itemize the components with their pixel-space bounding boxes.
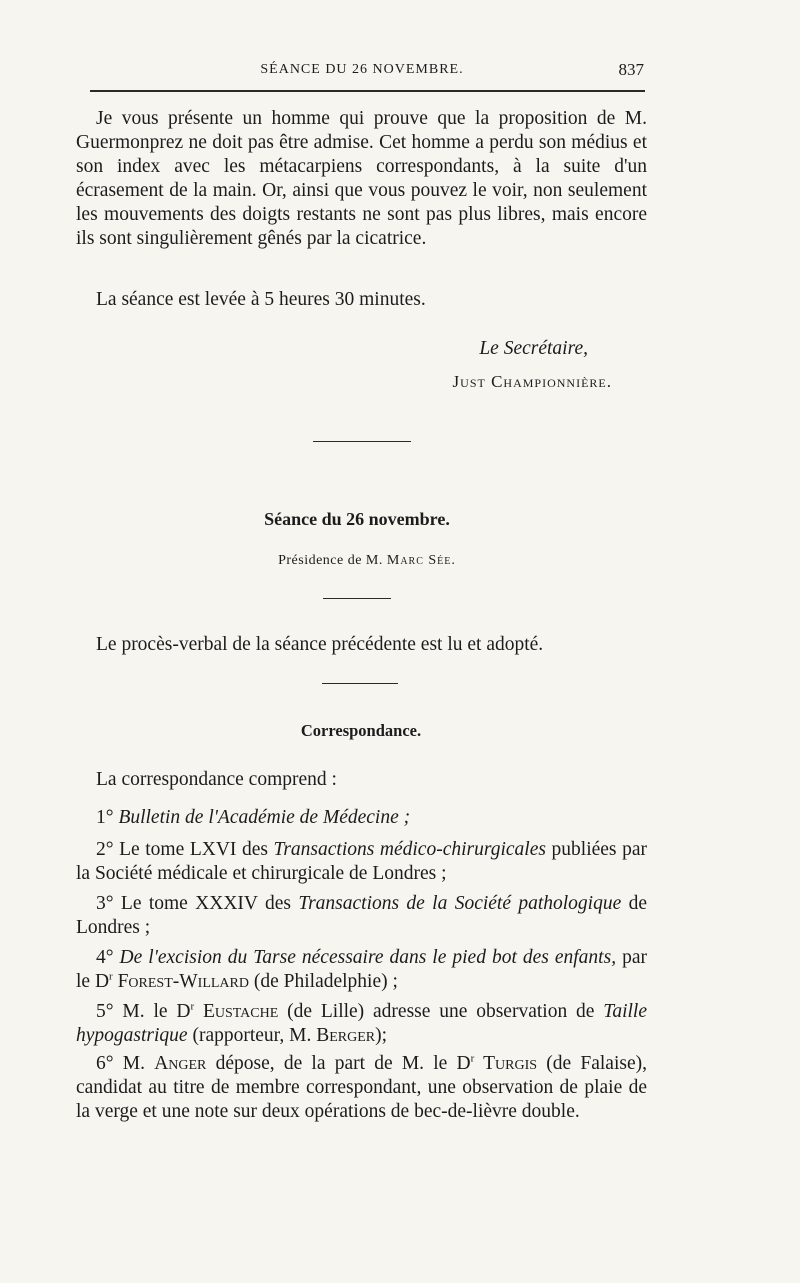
item-text: par le D <box>76 947 647 992</box>
item-text: (de Lille) adresse une observation de <box>278 1001 604 1022</box>
item-number: 5° <box>96 1001 123 1022</box>
item-text: (de Falaise), candidat au titre de membre correspondant, une observation de plaie de la verge et une note sur deux opérations de bec-de-lièvre double. <box>76 1053 647 1122</box>
running-head <box>76 60 648 84</box>
correspondance-intro: La correspondance comprend : <box>96 769 337 790</box>
presidence-prefix: Présidence de M. <box>278 553 387 568</box>
list-item <box>76 806 647 830</box>
list-item <box>76 1052 647 1124</box>
item-text: Le tome LXVI des <box>119 839 274 860</box>
person-name: Anger <box>154 1053 207 1074</box>
session-title: Séance du 26 novembre. <box>264 509 450 529</box>
item-text: (de Philadelphie) ; <box>248 971 398 992</box>
item-text: M. le D <box>122 1001 191 1022</box>
superscript: r <box>470 1052 475 1065</box>
list-item <box>76 946 647 994</box>
item-number: 2° <box>96 839 120 860</box>
intro-paragraph: Je vous présente un homme qui prouve que la proposition de M. Guermonprez ne doit pas être admise. Cet homme a perdu son médius et son index avec les métacarpiens correspondants, à la suite d'un écrasement de la main. Or, ainsi que vous pouvez le voir, non seulement les mouvements des doigts restants ne sont pas plus libres, mais encore ils sont singulièrement gênés par la cicatrice. <box>76 108 647 249</box>
item-title: Transactions de la Société pathologique <box>298 893 622 914</box>
item-text: dépose, de la part de M. le D <box>206 1053 471 1074</box>
item-text: publiées par la Société médicale et chirurgicale de Londres ; <box>76 839 647 884</box>
presidence-line <box>10 553 724 569</box>
item-title: Bulletin de l'Académie de Médecine ; <box>118 807 411 828</box>
item-number: 6° <box>96 1053 123 1074</box>
correspondance-heading: Correspondance. <box>300 721 422 740</box>
item-title: De l'excision du Tarse nécessaire dans le pied bot des enfants, <box>119 947 617 968</box>
person-name: Turgis <box>474 1053 538 1074</box>
item-text: (rapporteur, M. <box>187 1025 317 1046</box>
section-separator <box>323 598 391 599</box>
list-item <box>76 838 647 886</box>
signature-name: Just Championnière. <box>452 372 612 391</box>
person-name: Berger <box>316 1025 376 1046</box>
superscript: r <box>109 970 113 983</box>
person-name: Eustache <box>194 1001 279 1022</box>
running-title: SÉANCE DU 26 NOVEMBRE. <box>260 62 464 77</box>
page-number: 837 <box>618 60 644 79</box>
item-text: ); <box>375 1025 388 1046</box>
superscript: r <box>190 1000 195 1013</box>
item-number: 3° <box>96 893 121 914</box>
closing-line: La séance est levée à 5 heures 30 minutes. <box>96 289 426 310</box>
person-name: Forest-Willard <box>112 971 249 992</box>
header-rule <box>90 90 645 92</box>
item-text: de Londres ; <box>76 893 647 938</box>
item-number: 1° <box>96 807 119 828</box>
president-name: Marc Sée. <box>386 553 456 568</box>
signature-title: Le Secrétaire, <box>479 338 588 359</box>
list-item <box>76 892 647 940</box>
item-text: Le tome XXXIV des <box>120 893 299 914</box>
section-separator <box>313 441 411 442</box>
list-item <box>76 1000 647 1048</box>
proces-verbal: Le procès-verbal de la séance précédente est lu et adopté. <box>96 634 544 655</box>
item-number: 4° <box>96 947 120 968</box>
item-text: M. <box>122 1053 155 1074</box>
section-separator <box>322 683 398 684</box>
item-title: Transactions médico-chirurgicales <box>273 839 546 860</box>
item-title: Taille hypogastrique <box>76 1001 647 1046</box>
